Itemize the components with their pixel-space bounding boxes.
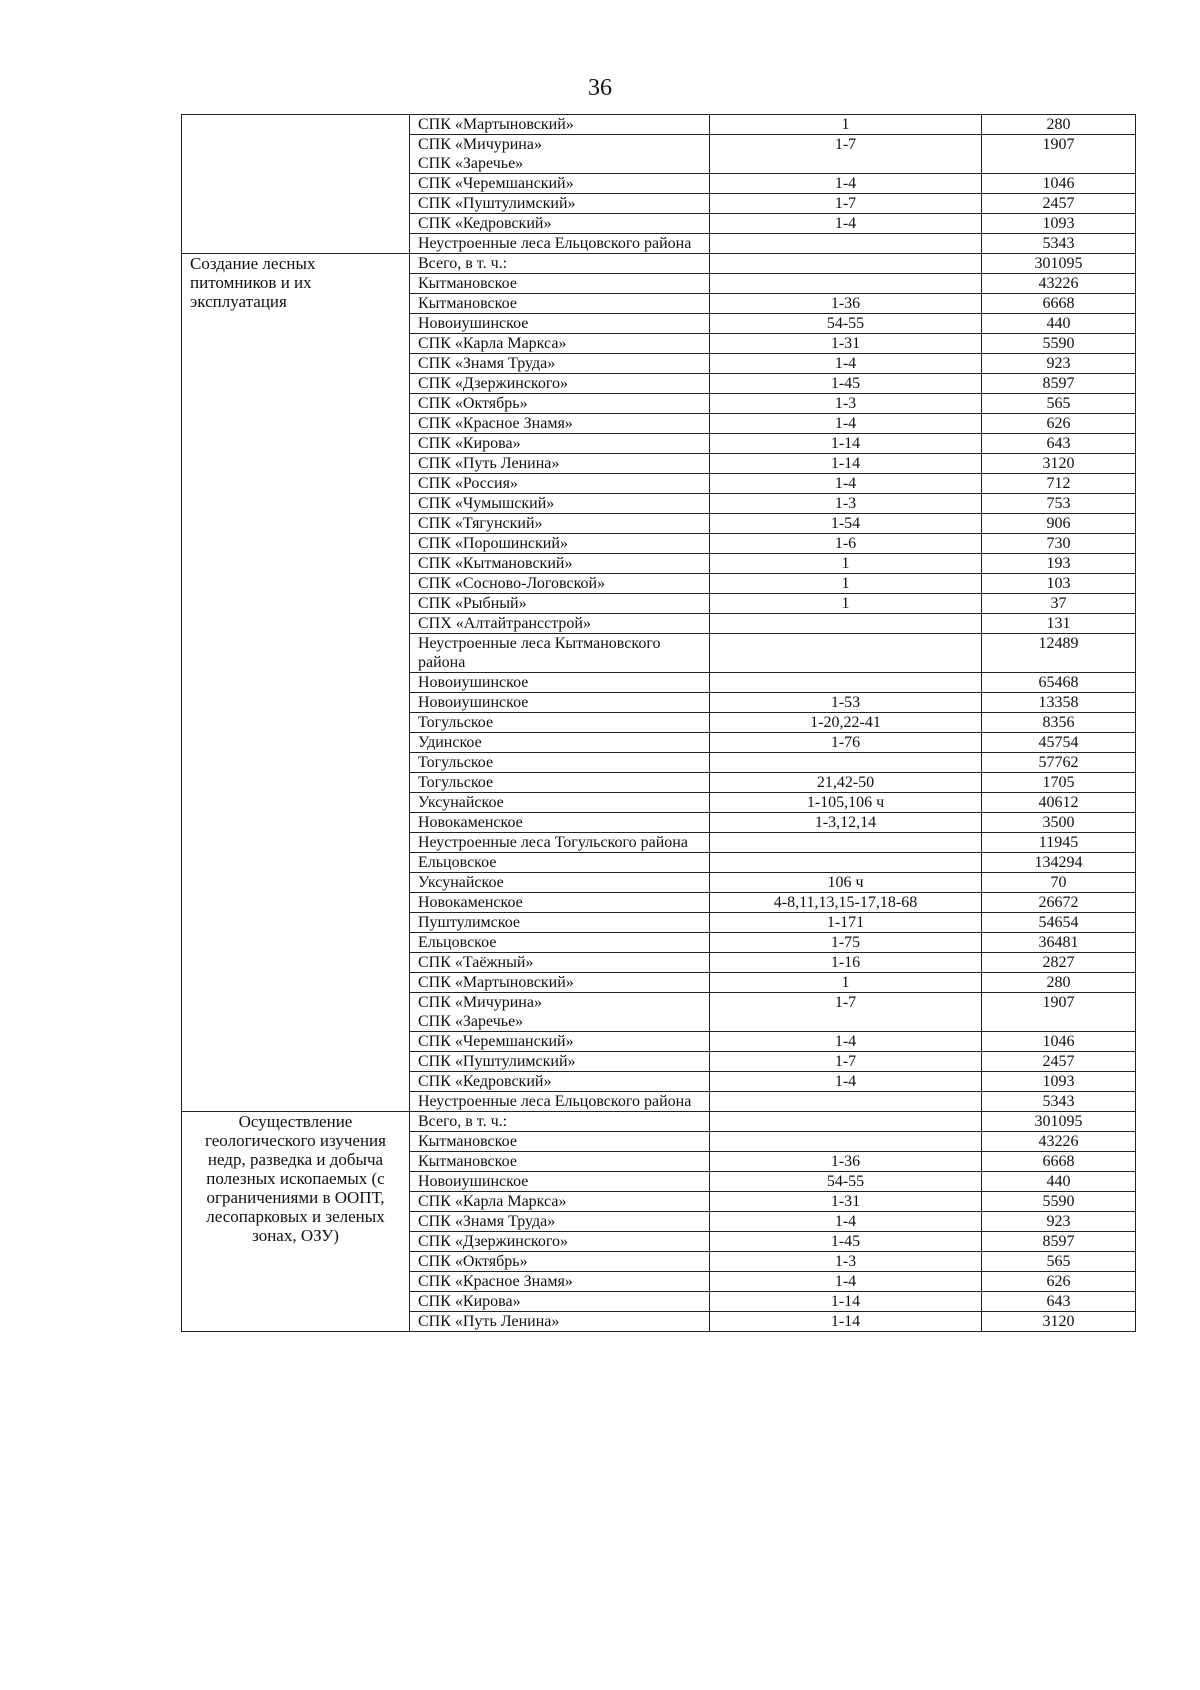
area-cell: 301095 — [982, 1112, 1136, 1132]
quarter-numbers-cell: 1-20,22-41 — [710, 713, 982, 733]
unit-name-line: Новоиушинское — [418, 315, 529, 332]
quarter-numbers-cell: 1-14 — [710, 1312, 982, 1332]
area-cell: 643 — [982, 434, 1136, 454]
quarter-numbers-cell: 1-4 — [710, 214, 982, 234]
quarter-numbers-cell: 1-7 — [710, 135, 982, 174]
unit-name-line: Кытмановское — [418, 275, 517, 292]
area-cell: 440 — [982, 1172, 1136, 1192]
quarter-numbers-cell: 1-4 — [710, 1212, 982, 1232]
unit-name-line: Ельцовское — [418, 934, 497, 951]
area-cell: 8356 — [982, 713, 1136, 733]
area-cell: 40612 — [982, 793, 1136, 813]
quarter-numbers-cell: 1-3,12,14 — [710, 813, 982, 833]
unit-name-cell — [410, 614, 710, 634]
unit-name-line: Уксунайское — [418, 794, 504, 811]
unit-name-line: СПК «Карла Маркса» — [418, 335, 567, 352]
unit-name-line: Кытмановское — [418, 1133, 517, 1150]
quarter-numbers-cell — [710, 853, 982, 873]
unit-name-cell — [410, 1092, 710, 1112]
quarter-numbers-cell: 1-4 — [710, 354, 982, 374]
unit-name-line: Удинское — [418, 734, 482, 751]
unit-name-cell — [410, 394, 710, 414]
unit-name-line: Новоиушинское — [418, 674, 529, 691]
unit-name-line: Неустроенные леса Кытмановского района — [418, 635, 661, 671]
unit-name-line: Уксунайское — [418, 874, 504, 891]
unit-name-cell — [410, 334, 710, 354]
unit-name-cell — [410, 1232, 710, 1252]
unit-name-cell — [410, 1312, 710, 1332]
area-cell: 712 — [982, 474, 1136, 494]
quarter-numbers-cell — [710, 1132, 982, 1152]
quarter-numbers-cell: 1-14 — [710, 434, 982, 454]
area-cell: 5590 — [982, 334, 1136, 354]
quarter-numbers-cell: 1 — [710, 554, 982, 574]
unit-name-line: СПК «Кытмановский» — [418, 555, 573, 572]
area-cell: 923 — [982, 354, 1136, 374]
unit-name-cell — [410, 1172, 710, 1192]
quarter-numbers-cell: 1-105,106 ч — [710, 793, 982, 813]
table-row — [182, 115, 1136, 135]
quarter-numbers-cell: 1-54 — [710, 514, 982, 534]
unit-name-cell — [410, 1072, 710, 1092]
unit-name-line: СПК «Знамя Труда» — [418, 355, 556, 372]
unit-name-line: Всего, в т. ч.: — [418, 1113, 508, 1130]
unit-name-line: СПК «Мартыновский» — [418, 116, 574, 133]
quarter-numbers-cell: 1-31 — [710, 334, 982, 354]
quarter-numbers-cell: 1-4 — [710, 474, 982, 494]
unit-name-cell — [410, 474, 710, 494]
unit-name-line: Неустроенные леса Тогульского района — [418, 834, 688, 851]
quarter-numbers-cell: 4-8,11,13,15-17,18-68 — [710, 893, 982, 913]
area-cell: 103 — [982, 574, 1136, 594]
quarter-numbers-cell — [710, 234, 982, 254]
unit-name-cell — [410, 234, 710, 254]
unit-name-cell — [410, 374, 710, 394]
area-cell: 643 — [982, 1292, 1136, 1312]
unit-name-cell — [410, 135, 710, 174]
category-cell: Создание лесных питомников и их эксплуатация — [182, 254, 410, 1112]
unit-name-cell — [410, 254, 710, 274]
unit-name-line: СПК «Дзержинского» — [418, 375, 569, 392]
quarter-numbers-cell: 1-53 — [710, 693, 982, 713]
unit-name-cell — [410, 534, 710, 554]
unit-name-cell — [410, 993, 710, 1032]
quarter-numbers-cell: 1-75 — [710, 933, 982, 953]
forest-use-table — [181, 114, 1136, 1332]
unit-name-cell — [410, 1272, 710, 1292]
unit-name-cell — [410, 1032, 710, 1052]
area-cell: 5343 — [982, 1092, 1136, 1112]
unit-name-line: СПК «Пуштулимский» — [418, 1053, 576, 1070]
quarter-numbers-cell: 21,42-50 — [710, 773, 982, 793]
table-row — [182, 254, 1136, 274]
area-cell: 11945 — [982, 833, 1136, 853]
quarter-numbers-cell: 1-3 — [710, 494, 982, 514]
quarter-numbers-cell: 1-4 — [710, 174, 982, 194]
quarter-numbers-cell: 1-36 — [710, 294, 982, 314]
unit-name-line: СПК «Кедровский» — [418, 215, 552, 232]
unit-name-cell — [410, 115, 710, 135]
area-cell: 70 — [982, 873, 1136, 893]
unit-name-cell — [410, 1052, 710, 1072]
quarter-numbers-cell — [710, 634, 982, 673]
unit-name-cell — [410, 214, 710, 234]
area-cell: 26672 — [982, 893, 1136, 913]
unit-name-line: Неустроенные леса Ельцовского района — [418, 235, 692, 252]
area-cell: 43226 — [982, 1132, 1136, 1152]
quarter-numbers-cell — [710, 254, 982, 274]
area-cell: 13358 — [982, 693, 1136, 713]
unit-name-cell — [410, 594, 710, 614]
area-cell: 280 — [982, 115, 1136, 135]
area-cell: 6668 — [982, 294, 1136, 314]
unit-name-line: СПК «Кирова» — [418, 435, 521, 452]
unit-name-line: СПК «Пуштулимский» — [418, 195, 576, 212]
table-body — [182, 115, 1136, 1332]
unit-name-line: СПК «Октябрь» — [418, 395, 528, 412]
unit-name-line: СПК «Октябрь» — [418, 1253, 528, 1270]
quarter-numbers-cell: 1-7 — [710, 194, 982, 214]
unit-name-cell — [410, 574, 710, 594]
area-cell: 753 — [982, 494, 1136, 514]
unit-name-cell — [410, 673, 710, 693]
table-row — [182, 1112, 1136, 1132]
unit-name-line: СПК «Карла Маркса» — [418, 1193, 567, 1210]
quarter-numbers-cell: 54-55 — [710, 1172, 982, 1192]
quarter-numbers-cell: 1-6 — [710, 534, 982, 554]
area-cell: 2457 — [982, 194, 1136, 214]
unit-name-line: Новоиушинское — [418, 694, 529, 711]
quarter-numbers-cell — [710, 753, 982, 773]
quarter-numbers-cell: 1-171 — [710, 913, 982, 933]
unit-name-cell — [410, 893, 710, 913]
quarter-numbers-cell: 1-3 — [710, 394, 982, 414]
unit-name-line: СПК «Заречье» — [418, 1013, 524, 1030]
unit-name-cell — [410, 454, 710, 474]
category-cell: Осуществление геологического изучения недр, разведка и добыча полезных ископаемых (с ограничениями в ООПТ, лесопарковых и зеленых зонах, ОЗУ) — [182, 1112, 410, 1332]
quarter-numbers-cell: 1-31 — [710, 1192, 982, 1212]
unit-name-cell — [410, 753, 710, 773]
area-cell: 5343 — [982, 234, 1136, 254]
area-cell: 565 — [982, 394, 1136, 414]
unit-name-line: СПК «Путь Ленина» — [418, 455, 560, 472]
unit-name-cell — [410, 294, 710, 314]
unit-name-line: СПК «Чумышский» — [418, 495, 555, 512]
unit-name-line: СПХ «Алтайтрансстрой» — [418, 615, 591, 632]
area-cell: 12489 — [982, 634, 1136, 673]
area-cell: 37 — [982, 594, 1136, 614]
area-cell: 1907 — [982, 993, 1136, 1032]
quarter-numbers-cell: 1 — [710, 594, 982, 614]
area-cell: 1046 — [982, 174, 1136, 194]
quarter-numbers-cell: 1-16 — [710, 953, 982, 973]
quarter-numbers-cell — [710, 274, 982, 294]
unit-name-line: СПК «Порошинский» — [418, 535, 568, 552]
unit-name-line: Новокаменское — [418, 894, 523, 911]
unit-name-cell — [410, 693, 710, 713]
area-cell: 1046 — [982, 1032, 1136, 1052]
category-cell — [182, 115, 410, 254]
area-cell: 43226 — [982, 274, 1136, 294]
unit-name-cell — [410, 414, 710, 434]
unit-name-cell — [410, 1292, 710, 1312]
unit-name-line: СПК «Таёжный» — [418, 954, 534, 971]
area-cell: 134294 — [982, 853, 1136, 873]
unit-name-cell — [410, 1112, 710, 1132]
unit-name-line: СПК «Красное Знамя» — [418, 1273, 573, 1290]
area-cell: 3120 — [982, 454, 1136, 474]
unit-name-cell — [410, 853, 710, 873]
area-cell: 57762 — [982, 753, 1136, 773]
area-cell: 3500 — [982, 813, 1136, 833]
unit-name-line: СПК «Рыбный» — [418, 595, 527, 612]
unit-name-cell — [410, 873, 710, 893]
unit-name-cell — [410, 434, 710, 454]
unit-name-cell — [410, 514, 710, 534]
area-cell: 6668 — [982, 1152, 1136, 1172]
quarter-numbers-cell: 1-4 — [710, 414, 982, 434]
area-cell: 54654 — [982, 913, 1136, 933]
area-cell: 1907 — [982, 135, 1136, 174]
unit-name-line: СПК «Кирова» — [418, 1293, 521, 1310]
quarter-numbers-cell — [710, 833, 982, 853]
unit-name-cell — [410, 933, 710, 953]
quarter-numbers-cell: 1 — [710, 973, 982, 993]
unit-name-cell — [410, 913, 710, 933]
unit-name-cell — [410, 634, 710, 673]
area-cell: 45754 — [982, 733, 1136, 753]
quarter-numbers-cell: 1-45 — [710, 1232, 982, 1252]
area-cell: 1093 — [982, 1072, 1136, 1092]
area-cell: 923 — [982, 1212, 1136, 1232]
area-cell: 2827 — [982, 953, 1136, 973]
unit-name-line: Новокаменское — [418, 814, 523, 831]
area-cell: 301095 — [982, 254, 1136, 274]
area-cell: 5590 — [982, 1192, 1136, 1212]
area-cell: 906 — [982, 514, 1136, 534]
quarter-numbers-cell: 1-3 — [710, 1252, 982, 1272]
quarter-numbers-cell: 1-45 — [710, 374, 982, 394]
unit-name-cell — [410, 1212, 710, 1232]
quarter-numbers-cell: 1-7 — [710, 993, 982, 1032]
unit-name-line: СПК «Заречье» — [418, 155, 524, 172]
unit-name-cell — [410, 733, 710, 753]
unit-name-line: СПК «Мичурина» — [418, 994, 542, 1011]
unit-name-cell — [410, 354, 710, 374]
quarter-numbers-cell — [710, 673, 982, 693]
quarter-numbers-cell: 1-4 — [710, 1032, 982, 1052]
quarter-numbers-cell: 1-4 — [710, 1272, 982, 1292]
quarter-numbers-cell — [710, 1112, 982, 1132]
area-cell: 1093 — [982, 214, 1136, 234]
unit-name-cell — [410, 194, 710, 214]
unit-name-cell — [410, 1152, 710, 1172]
quarter-numbers-cell: 1 — [710, 115, 982, 135]
unit-name-cell — [410, 1132, 710, 1152]
unit-name-line: СПК «Россия» — [418, 475, 518, 492]
unit-name-line: СПК «Мичурина» — [418, 136, 542, 153]
area-cell: 2457 — [982, 1052, 1136, 1072]
area-cell: 626 — [982, 414, 1136, 434]
quarter-numbers-cell: 1-7 — [710, 1052, 982, 1072]
area-cell: 65468 — [982, 673, 1136, 693]
area-cell: 730 — [982, 534, 1136, 554]
area-cell: 1705 — [982, 773, 1136, 793]
unit-name-line: Ельцовское — [418, 854, 497, 871]
unit-name-cell — [410, 314, 710, 334]
unit-name-line: СПК «Знамя Труда» — [418, 1213, 556, 1230]
unit-name-cell — [410, 793, 710, 813]
area-cell: 8597 — [982, 374, 1136, 394]
page-number: 36 — [588, 75, 612, 101]
unit-name-cell — [410, 554, 710, 574]
unit-name-line: СПК «Черемшанский» — [418, 1033, 574, 1050]
unit-name-cell — [410, 1192, 710, 1212]
quarter-numbers-cell: 1-36 — [710, 1152, 982, 1172]
unit-name-cell — [410, 713, 710, 733]
quarter-numbers-cell: 106 ч — [710, 873, 982, 893]
unit-name-line: Всего, в т. ч.: — [418, 255, 508, 272]
unit-name-line: Кытмановское — [418, 295, 517, 312]
quarter-numbers-cell: 1-76 — [710, 733, 982, 753]
unit-name-line: Кытмановское — [418, 1153, 517, 1170]
unit-name-line: Тогульское — [418, 754, 494, 771]
unit-name-cell — [410, 953, 710, 973]
area-cell: 440 — [982, 314, 1136, 334]
area-cell: 36481 — [982, 933, 1136, 953]
unit-name-line: СПК «Мартыновский» — [418, 974, 574, 991]
area-cell: 626 — [982, 1272, 1136, 1292]
unit-name-line: СПК «Путь Ленина» — [418, 1313, 560, 1330]
unit-name-line: СПК «Черемшанский» — [418, 175, 574, 192]
unit-name-line: СПК «Красное Знамя» — [418, 415, 573, 432]
unit-name-line: Тогульское — [418, 774, 494, 791]
unit-name-line: СПК «Дзержинского» — [418, 1233, 569, 1250]
unit-name-cell — [410, 494, 710, 514]
quarter-numbers-cell: 1-4 — [710, 1072, 982, 1092]
unit-name-line: Неустроенные леса Ельцовского района — [418, 1093, 692, 1110]
area-cell: 280 — [982, 973, 1136, 993]
unit-name-cell — [410, 1252, 710, 1272]
quarter-numbers-cell: 1-14 — [710, 1292, 982, 1312]
unit-name-cell — [410, 973, 710, 993]
quarter-numbers-cell: 1 — [710, 574, 982, 594]
quarter-numbers-cell — [710, 1092, 982, 1112]
area-cell: 3120 — [982, 1312, 1136, 1332]
unit-name-cell — [410, 174, 710, 194]
quarter-numbers-cell: 1-14 — [710, 454, 982, 474]
unit-name-line: Новоиушинское — [418, 1173, 529, 1190]
quarter-numbers-cell — [710, 614, 982, 634]
area-cell: 193 — [982, 554, 1136, 574]
unit-name-line: Пуштулимское — [418, 914, 520, 931]
unit-name-line: СПК «Тягунский» — [418, 515, 543, 532]
unit-name-cell — [410, 773, 710, 793]
unit-name-line: СПК «Кедровский» — [418, 1073, 552, 1090]
quarter-numbers-cell: 54-55 — [710, 314, 982, 334]
unit-name-line: СПК «Сосново-Логовской» — [418, 575, 606, 592]
area-cell: 565 — [982, 1252, 1136, 1272]
unit-name-cell — [410, 833, 710, 853]
area-cell: 131 — [982, 614, 1136, 634]
unit-name-cell — [410, 813, 710, 833]
area-cell: 8597 — [982, 1232, 1136, 1252]
unit-name-cell — [410, 274, 710, 294]
unit-name-line: Тогульское — [418, 714, 494, 731]
